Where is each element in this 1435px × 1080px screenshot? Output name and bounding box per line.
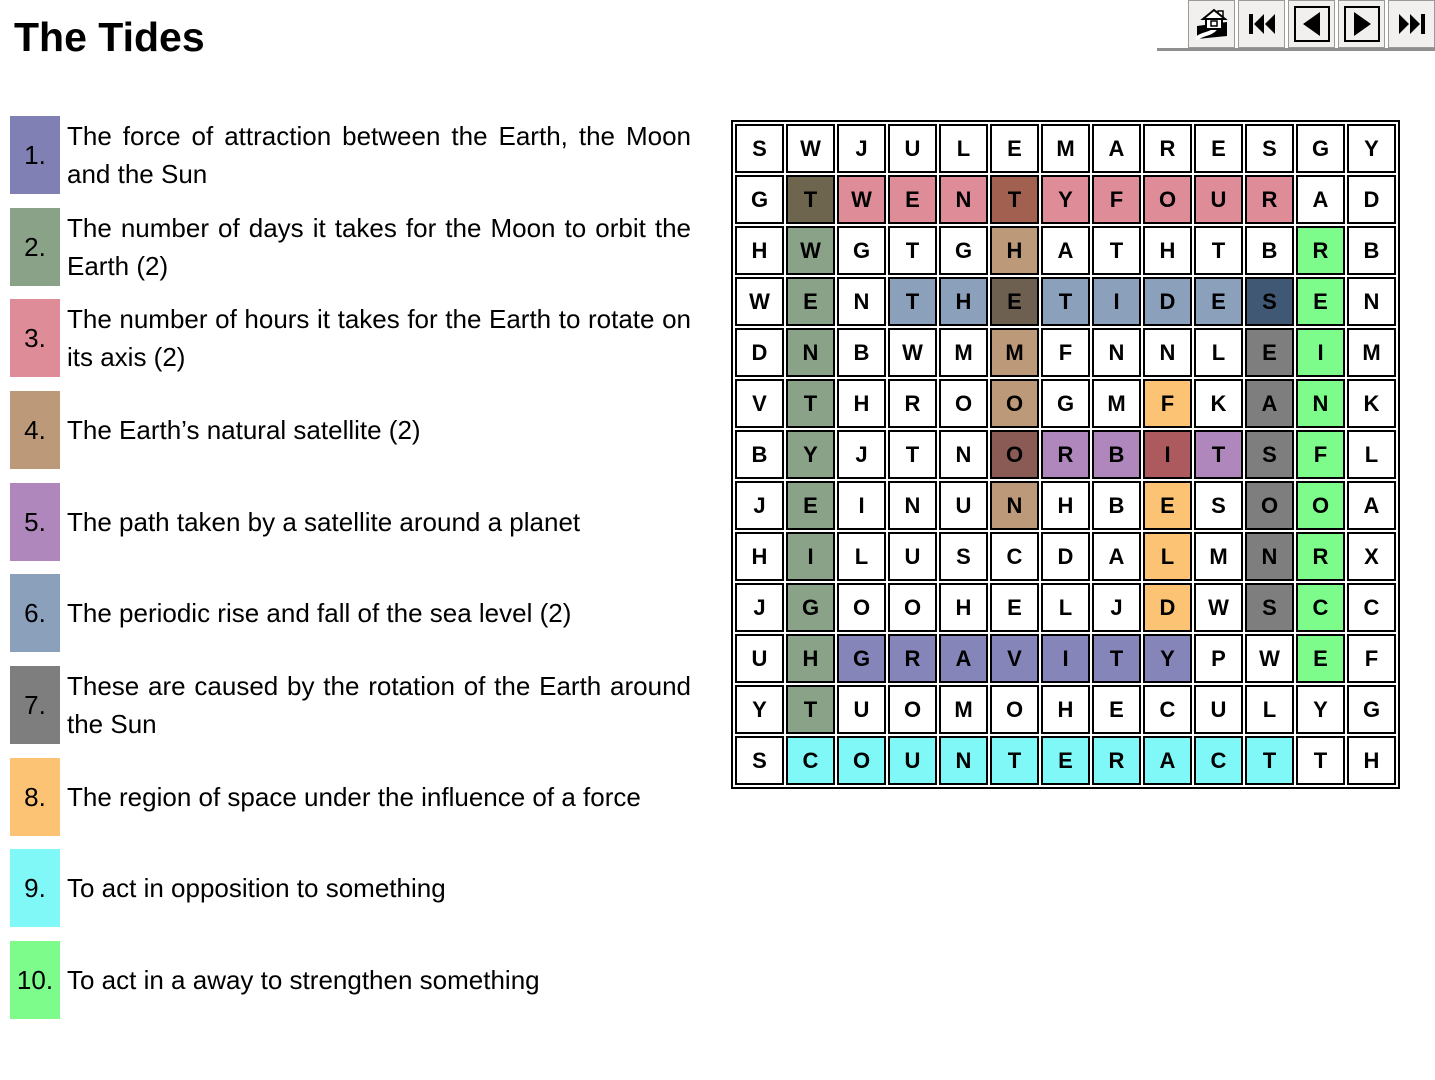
grid-cell[interactable]: R: [1296, 226, 1345, 275]
grid-cell[interactable]: S: [1194, 481, 1243, 530]
grid-cell[interactable]: A: [1041, 226, 1090, 275]
grid-cell[interactable]: E: [888, 175, 937, 224]
grid-cell[interactable]: F: [1296, 430, 1345, 479]
grid-cell[interactable]: H: [786, 634, 835, 683]
grid-cell[interactable]: F: [1143, 379, 1192, 428]
clue-item: [10, 666, 691, 744]
grid-cell[interactable]: G: [939, 226, 988, 275]
grid-cell[interactable]: O: [939, 379, 988, 428]
grid-cell[interactable]: O: [888, 685, 937, 734]
skip-to-first-icon: [1248, 12, 1276, 36]
grid-cell[interactable]: K: [1194, 379, 1243, 428]
next-arrow-icon: [1344, 6, 1380, 42]
grid-cell[interactable]: C: [990, 532, 1039, 581]
grid-cell[interactable]: A: [1143, 736, 1192, 785]
home-button[interactable]: [1188, 0, 1235, 48]
grid-cell[interactable]: W: [1194, 583, 1243, 632]
grid-cell[interactable]: G: [1347, 685, 1396, 734]
grid-cell[interactable]: O: [1245, 481, 1294, 530]
grid-row: [735, 583, 1396, 632]
grid-cell[interactable]: B: [1347, 226, 1396, 275]
grid-cell[interactable]: J: [837, 124, 886, 173]
clue-text: To act in opposition to something: [67, 873, 446, 903]
grid-cell[interactable]: S: [735, 124, 784, 173]
grid-cell[interactable]: O: [990, 685, 1039, 734]
grid-cell[interactable]: C: [1296, 583, 1345, 632]
grid-cell[interactable]: R: [888, 379, 937, 428]
grid-cell[interactable]: U: [888, 532, 937, 581]
grid-cell[interactable]: R: [1296, 532, 1345, 581]
clue-number-chip: 10.: [10, 941, 60, 1019]
grid-cell[interactable]: N: [939, 736, 988, 785]
grid-cell[interactable]: S: [939, 532, 988, 581]
grid-row: [735, 328, 1396, 377]
grid-cell[interactable]: A: [1092, 532, 1141, 581]
grid-cell[interactable]: E: [1092, 685, 1141, 734]
grid-cell[interactable]: C: [786, 736, 835, 785]
grid-cell[interactable]: M: [939, 685, 988, 734]
grid-cell[interactable]: V: [990, 634, 1039, 683]
grid-cell[interactable]: V: [735, 379, 784, 428]
grid-cell[interactable]: N: [1245, 532, 1294, 581]
grid-cell[interactable]: N: [888, 481, 937, 530]
grid-cell[interactable]: F: [1041, 328, 1090, 377]
grid-cell[interactable]: G: [837, 226, 886, 275]
clue-text: The periodic rise and fall of the sea level (2): [67, 598, 572, 628]
clue-number-chip: 6.: [10, 574, 60, 652]
grid-cell[interactable]: X: [1347, 532, 1396, 581]
grid-row: [735, 277, 1396, 326]
grid-cell[interactable]: M: [1194, 532, 1243, 581]
clue-number-chip: 7.: [10, 666, 60, 744]
clue-text: The force of attraction between the Earth, the Moon and the Sun: [67, 121, 691, 189]
clue-item: [10, 116, 691, 194]
grid-cell[interactable]: W: [1245, 634, 1294, 683]
grid-cell[interactable]: I: [837, 481, 886, 530]
grid-cell[interactable]: T: [990, 736, 1039, 785]
grid-row: [735, 736, 1396, 785]
grid-cell[interactable]: S: [1245, 430, 1294, 479]
grid-cell[interactable]: P: [1194, 634, 1243, 683]
grid-cell[interactable]: Y: [786, 430, 835, 479]
clue-number-chip: 3.: [10, 299, 60, 377]
grid-cell[interactable]: B: [1245, 226, 1294, 275]
grid-cell[interactable]: R: [1092, 736, 1141, 785]
home-icon: [1194, 7, 1230, 41]
grid-cell[interactable]: T: [990, 175, 1039, 224]
word-search-grid: [731, 120, 1400, 789]
grid-cell[interactable]: E: [1143, 481, 1192, 530]
grid-cell[interactable]: N: [939, 430, 988, 479]
grid-cell[interactable]: L: [939, 124, 988, 173]
grid-cell[interactable]: H: [939, 583, 988, 632]
grid-cell[interactable]: T: [1245, 736, 1294, 785]
grid-cell[interactable]: S: [1245, 124, 1294, 173]
skip-to-last-icon: [1398, 12, 1426, 36]
grid-cell[interactable]: L: [1194, 328, 1243, 377]
grid-cell[interactable]: H: [1041, 481, 1090, 530]
grid-cell[interactable]: M: [1347, 328, 1396, 377]
clue-number-chip: 5.: [10, 483, 60, 561]
grid-cell[interactable]: L: [1347, 430, 1396, 479]
grid-cell[interactable]: H: [1041, 685, 1090, 734]
grid-cell[interactable]: D: [1143, 583, 1192, 632]
grid-cell[interactable]: W: [888, 328, 937, 377]
clue-item: [10, 574, 691, 652]
grid-cell[interactable]: I: [1092, 277, 1141, 326]
clue-item: [10, 758, 691, 836]
grid-cell[interactable]: Y: [1143, 634, 1192, 683]
grid-cell[interactable]: T: [1092, 634, 1141, 683]
grid-cell[interactable]: I: [1041, 634, 1090, 683]
grid-cell[interactable]: T: [1296, 736, 1345, 785]
grid-cell[interactable]: E: [1296, 277, 1345, 326]
grid-cell[interactable]: W: [735, 277, 784, 326]
clue-item: [10, 483, 691, 561]
grid-cell[interactable]: L: [1041, 583, 1090, 632]
grid-cell[interactable]: R: [1041, 430, 1090, 479]
grid-cell[interactable]: D: [1347, 175, 1396, 224]
grid-cell[interactable]: O: [1296, 481, 1345, 530]
grid-cell[interactable]: N: [939, 175, 988, 224]
grid-cell[interactable]: E: [1041, 736, 1090, 785]
clue-text: The number of hours it takes for the Earth to rotate on its axis (2): [67, 304, 691, 372]
clue-number-chip: 1.: [10, 116, 60, 194]
clue-number-chip: 4.: [10, 391, 60, 469]
grid-cell[interactable]: L: [1245, 685, 1294, 734]
clue-text: The path taken by a satellite around a planet: [67, 507, 581, 537]
grid-cell[interactable]: S: [1245, 277, 1294, 326]
grid-cell[interactable]: T: [888, 430, 937, 479]
grid-cell[interactable]: G: [735, 175, 784, 224]
grid-cell[interactable]: T: [888, 277, 937, 326]
grid-cell[interactable]: E: [1296, 634, 1345, 683]
grid-cell[interactable]: R: [888, 634, 937, 683]
grid-cell[interactable]: E: [990, 124, 1039, 173]
grid-cell[interactable]: M: [1041, 124, 1090, 173]
grid-cell[interactable]: M: [1092, 379, 1141, 428]
grid-cell[interactable]: O: [837, 583, 886, 632]
clue-list: [10, 116, 710, 1046]
first-page-button[interactable]: [1238, 0, 1285, 48]
grid-cell[interactable]: H: [1143, 226, 1192, 275]
grid-cell[interactable]: Y: [735, 685, 784, 734]
grid-cell[interactable]: Y: [1041, 175, 1090, 224]
grid-cell[interactable]: N: [786, 328, 835, 377]
grid-cell[interactable]: T: [1092, 226, 1141, 275]
next-page-button[interactable]: [1338, 0, 1385, 48]
grid-cell[interactable]: W: [786, 124, 835, 173]
toolbar: [1157, 0, 1435, 51]
grid-cell[interactable]: L: [1143, 532, 1192, 581]
grid-cell[interactable]: A: [1347, 481, 1396, 530]
grid-cell[interactable]: T: [1194, 226, 1243, 275]
previous-arrow-icon: [1294, 6, 1330, 42]
grid-cell[interactable]: Y: [1296, 685, 1345, 734]
grid-cell[interactable]: G: [837, 634, 886, 683]
grid-cell[interactable]: U: [1194, 685, 1243, 734]
grid-cell[interactable]: N: [1143, 328, 1192, 377]
grid-cell[interactable]: J: [837, 430, 886, 479]
grid-cell[interactable]: R: [1245, 175, 1294, 224]
grid-cell[interactable]: W: [837, 175, 886, 224]
grid-body: [735, 124, 1396, 785]
grid-cell[interactable]: O: [888, 583, 937, 632]
last-page-button[interactable]: [1388, 0, 1435, 48]
grid-cell[interactable]: H: [735, 226, 784, 275]
grid-cell[interactable]: G: [1041, 379, 1090, 428]
clue-item: [10, 941, 691, 1019]
grid-row: [735, 634, 1396, 683]
grid-cell[interactable]: B: [1092, 481, 1141, 530]
grid-row: [735, 430, 1396, 479]
grid-cell[interactable]: J: [735, 583, 784, 632]
grid-cell[interactable]: N: [837, 277, 886, 326]
grid-cell[interactable]: S: [735, 736, 784, 785]
clue-text: The Earth’s natural satellite (2): [67, 415, 421, 445]
previous-page-button[interactable]: [1288, 0, 1335, 48]
grid-cell[interactable]: T: [786, 175, 835, 224]
grid-cell[interactable]: N: [1092, 328, 1141, 377]
grid-cell[interactable]: T: [888, 226, 937, 275]
grid-cell[interactable]: N: [1296, 379, 1345, 428]
grid-cell[interactable]: O: [990, 379, 1039, 428]
grid-cell[interactable]: H: [837, 379, 886, 428]
grid-cell[interactable]: B: [837, 328, 886, 377]
grid-cell[interactable]: I: [1143, 430, 1192, 479]
grid-row: [735, 532, 1396, 581]
grid-cell[interactable]: M: [939, 328, 988, 377]
grid-cell[interactable]: U: [888, 124, 937, 173]
grid-cell[interactable]: H: [1347, 736, 1396, 785]
grid-cell[interactable]: S: [1245, 583, 1294, 632]
grid-cell[interactable]: N: [990, 481, 1039, 530]
clue-number-chip: 8.: [10, 758, 60, 836]
clue-number-chip: 2.: [10, 208, 60, 286]
grid-cell[interactable]: U: [735, 634, 784, 683]
grid-cell[interactable]: A: [1092, 124, 1141, 173]
clue-text: The number of days it takes for the Moon to orbit the Earth (2): [67, 213, 691, 281]
grid-cell[interactable]: G: [786, 583, 835, 632]
grid-cell[interactable]: J: [735, 481, 784, 530]
grid-cell[interactable]: T: [1041, 277, 1090, 326]
grid-cell[interactable]: C: [1347, 583, 1396, 632]
grid-cell[interactable]: O: [990, 430, 1039, 479]
grid-cell[interactable]: D: [1041, 532, 1090, 581]
grid-cell[interactable]: O: [837, 736, 886, 785]
grid-cell[interactable]: U: [837, 685, 886, 734]
grid-cell[interactable]: H: [735, 532, 784, 581]
clue-item: [10, 391, 691, 469]
grid-cell[interactable]: F: [1092, 175, 1141, 224]
clue-item: [10, 849, 691, 927]
grid-cell[interactable]: D: [1143, 277, 1192, 326]
grid-cell[interactable]: E: [1194, 124, 1243, 173]
grid-cell[interactable]: U: [939, 481, 988, 530]
grid-row: [735, 175, 1396, 224]
grid-cell[interactable]: R: [1143, 124, 1192, 173]
grid-cell[interactable]: H: [990, 226, 1039, 275]
grid-cell[interactable]: I: [786, 532, 835, 581]
clue-text: These are caused by the rotation of the Earth around the Sun: [67, 671, 691, 739]
page-title: The Tides: [14, 14, 205, 60]
grid-cell[interactable]: C: [1143, 685, 1192, 734]
grid-row: [735, 226, 1396, 275]
grid-cell[interactable]: W: [786, 226, 835, 275]
grid-cell[interactable]: T: [786, 379, 835, 428]
grid-cell[interactable]: G: [1296, 124, 1345, 173]
grid-cell[interactable]: U: [1194, 175, 1243, 224]
clue-number-chip: 9.: [10, 849, 60, 927]
grid-cell[interactable]: L: [837, 532, 886, 581]
grid-cell[interactable]: E: [990, 583, 1039, 632]
grid-cell[interactable]: A: [1296, 175, 1345, 224]
grid-cell[interactable]: T: [786, 685, 835, 734]
grid-cell[interactable]: E: [990, 277, 1039, 326]
clue-item: [10, 208, 691, 286]
grid-cell[interactable]: D: [735, 328, 784, 377]
grid-row: [735, 685, 1396, 734]
clue-text: The region of space under the influence of a force: [67, 782, 641, 812]
clue-text: To act in a away to strengthen something: [67, 965, 540, 995]
grid-row: [735, 481, 1396, 530]
grid-cell[interactable]: U: [888, 736, 937, 785]
grid-cell[interactable]: E: [1194, 277, 1243, 326]
grid-cell[interactable]: E: [786, 277, 835, 326]
grid-row: [735, 379, 1396, 428]
grid-cell[interactable]: N: [1347, 277, 1396, 326]
grid-cell[interactable]: T: [1194, 430, 1243, 479]
grid-cell[interactable]: K: [1347, 379, 1396, 428]
grid-cell[interactable]: I: [1296, 328, 1345, 377]
grid-cell[interactable]: O: [1143, 175, 1192, 224]
grid-cell[interactable]: E: [1245, 328, 1294, 377]
grid-cell[interactable]: C: [1194, 736, 1243, 785]
grid-cell[interactable]: Y: [1347, 124, 1396, 173]
grid-cell[interactable]: B: [735, 430, 784, 479]
clue-item: [10, 299, 691, 377]
grid-cell[interactable]: B: [1092, 430, 1141, 479]
grid-cell[interactable]: E: [786, 481, 835, 530]
grid-cell[interactable]: H: [939, 277, 988, 326]
grid-cell[interactable]: F: [1347, 634, 1396, 683]
grid-cell[interactable]: A: [1245, 379, 1294, 428]
grid-cell[interactable]: J: [1092, 583, 1141, 632]
grid-cell[interactable]: A: [939, 634, 988, 683]
grid-cell[interactable]: M: [990, 328, 1039, 377]
grid-row: [735, 124, 1396, 173]
